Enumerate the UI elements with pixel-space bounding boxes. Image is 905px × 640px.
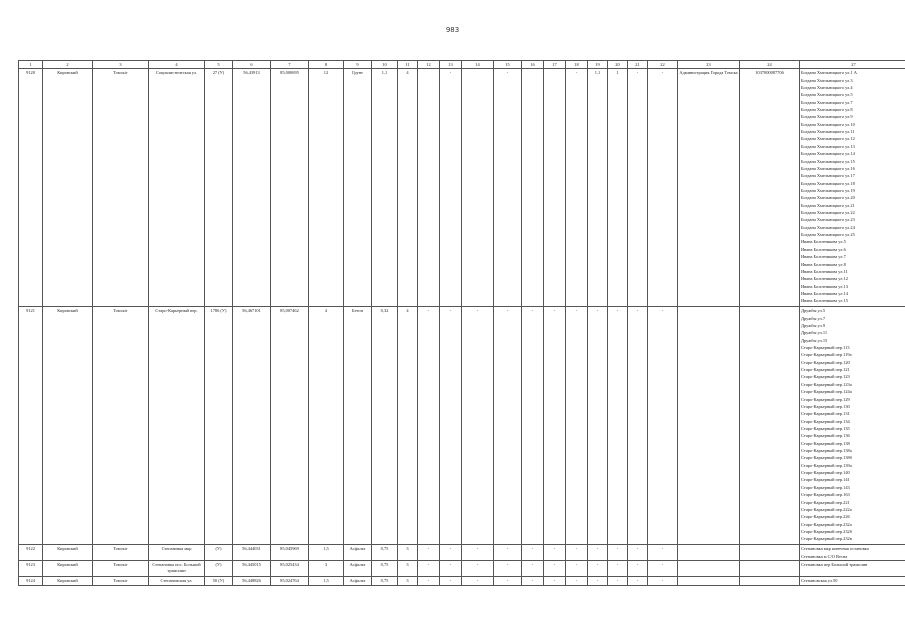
registry-table — [18, 60, 905, 586]
table-cell: - — [648, 545, 678, 561]
address-item: Старо-Карьерный пер.138 — [801, 440, 850, 446]
address-item: Богдана Хмельницкого ул.10 — [801, 121, 855, 127]
table-cell: 9120 — [19, 69, 43, 307]
address-item: Богдана Хмельницкого ул.23 — [801, 217, 855, 223]
table-cell: 85,024764 — [271, 577, 309, 586]
table-cell: 3 — [398, 545, 418, 561]
address-item: Богдана Хмельницкого ул.1 А — [801, 70, 857, 76]
address-item: Дружбы ул.5 — [801, 308, 826, 314]
table-cell — [740, 307, 800, 545]
table-cell: Старо-Карьерный пер. — [149, 307, 205, 545]
address-item: Старо-Карьерный пер.129 — [801, 396, 850, 402]
column-header: 21 — [628, 61, 648, 69]
table-cell: 1,5 — [309, 577, 344, 586]
table-cell: - — [566, 307, 588, 545]
address-item: Богдана Хмельницкого ул.12 — [801, 136, 855, 142]
address-item: Дружбы ул.11 — [801, 330, 828, 336]
address-item: Богдана Хмельницкого ул.19 — [801, 187, 855, 193]
address-item: Старо-Карьерный пер.113 — [801, 345, 850, 350]
table-cell — [678, 545, 740, 561]
table-cell: - — [608, 307, 628, 545]
column-header: 18 — [566, 61, 588, 69]
table-cell: 9123 — [19, 561, 43, 577]
table-cell: - — [608, 561, 628, 577]
table-cell — [522, 69, 544, 307]
table-cell: - — [462, 577, 494, 586]
table-cell: - — [440, 561, 462, 577]
table-cell: - — [440, 577, 462, 586]
address-item: Ивана Болотникова ул.12 — [801, 276, 848, 282]
table-cell: 56,467101 — [233, 307, 271, 545]
address-item: Ивана Болотникова ул.7 — [801, 254, 846, 260]
address-item: Богдана Хмельницкого ул.7 — [801, 99, 853, 105]
table-cell: 27 (У) — [205, 69, 233, 307]
column-header: 16 — [522, 61, 544, 69]
address-item: Богдана Хмельницкого ул.4 — [801, 84, 853, 90]
table-row — [19, 561, 905, 577]
table-cell: - — [494, 545, 522, 561]
table-cell: Грунт — [344, 69, 372, 307]
address-item: Богдана Хмельницкого ул.14 — [801, 151, 855, 157]
table-cell: 50 (У) — [205, 577, 233, 586]
table-cell: - — [648, 307, 678, 545]
address-item: Богдана Хмельницкого ул.13 — [801, 143, 855, 149]
address-item: Дружбы ул.7 — [801, 315, 826, 321]
table-cell: - — [522, 545, 544, 561]
address-item: Ивана Болотникова ул.8 — [801, 261, 846, 267]
table-cell: 3 — [398, 577, 418, 586]
table-cell: - — [648, 69, 678, 307]
table-cell: 56,444031 — [233, 545, 271, 561]
table-row — [19, 69, 905, 307]
table-cell: - — [628, 561, 648, 577]
address-item: Богдана Хмельницкого ул.25 — [801, 232, 855, 238]
table-cell: - — [494, 69, 522, 307]
address-item: Ивана Болотникова ул.6 — [801, 246, 846, 252]
address-item: Ивана Болотникова ул.11 — [801, 268, 848, 274]
table-cell: - — [588, 561, 608, 577]
table-cell — [678, 561, 740, 577]
table-cell: Томскіг — [93, 69, 149, 307]
table-cell: 4 — [398, 69, 418, 307]
column-header: 4 — [149, 61, 205, 69]
table-cell: 1,1 — [588, 69, 608, 307]
address-item: Богдана Хмельницкого ул.20 — [801, 195, 855, 201]
address-item: Старо-Карьерный пер.120 — [801, 359, 850, 365]
address-item: Старо-Карьерный пер.232в — [801, 536, 852, 542]
address-item: Старо-Карьерный пер.121 — [801, 367, 850, 373]
table-cell: - — [566, 545, 588, 561]
address-item: Ивана Болотникова ул.5 — [801, 239, 846, 245]
table-cell: (У) — [205, 545, 233, 561]
table-cell: - — [494, 577, 522, 586]
table-cell: Степановская ул. — [149, 577, 205, 586]
table-cell: - — [588, 545, 608, 561]
table-cell: - — [418, 577, 440, 586]
address-item: Старо-Карьерный пер.134 — [801, 418, 850, 424]
address-item: Старо-Карьерный пер.124а — [801, 389, 852, 395]
table-cell: - — [522, 561, 544, 577]
address-item: Степановка пер Большой трамплин — [801, 562, 868, 568]
address-item: Богдана Хмельницкого ул.16 — [801, 165, 855, 171]
column-header: 10 — [372, 61, 398, 69]
table-cell: - — [628, 307, 648, 545]
table-cell: 56,43913 — [233, 69, 271, 307]
table-cell — [740, 561, 800, 577]
column-header: 17 — [544, 61, 566, 69]
table-cell: Степановка пос. Большой трамплин — [149, 561, 205, 577]
address-item: Старо-Карьерный пер.123а — [801, 381, 852, 387]
table-cell: Томскіг — [93, 307, 149, 545]
address-item: Ивана Болотникова ул.15 — [801, 298, 848, 304]
table-cell: - — [494, 561, 522, 577]
address-item: Старо-Карьерный пер.143 — [801, 484, 850, 490]
header-row — [19, 61, 905, 69]
table-cell: - — [462, 561, 494, 577]
column-header: 8 — [309, 61, 344, 69]
table-cell: - — [544, 545, 566, 561]
address-item: Богдана Хмельницкого ул.9 — [801, 114, 853, 120]
table-cell: - — [418, 307, 440, 545]
column-header: 23 — [678, 61, 740, 69]
table-cell: 1037000087706 — [740, 69, 800, 307]
table-cell: - — [440, 545, 462, 561]
address-item: Старо-Карьерный пер.123 — [801, 374, 850, 380]
table-cell: Асфальт — [344, 561, 372, 577]
table-cell: Кировский — [43, 545, 93, 561]
address-item: Старо-Карьерный пер.136 — [801, 433, 850, 439]
address-item: Богдана Хмельницкого ул.8 — [801, 107, 853, 112]
table-cell: - — [628, 545, 648, 561]
table-cell: Асфальт — [344, 577, 372, 586]
table-cell: 9124 — [19, 577, 43, 586]
address-item: Богдана Хмельницкого ул.3 — [801, 77, 853, 83]
address-item: Старо-Карьерный пер.140 — [801, 470, 850, 476]
column-header: 22 — [648, 61, 678, 69]
address-item: Богдана Хмельницкого ул.17 — [801, 173, 855, 179]
address-item: Богдана Хмельницкого ул.21 — [801, 202, 855, 208]
table-cell: Томскіг — [93, 577, 149, 586]
table-cell: - — [566, 577, 588, 586]
column-header: 15 — [494, 61, 522, 69]
table-cell: 9121 — [19, 307, 43, 545]
address-list — [800, 545, 905, 561]
table-cell: - — [628, 577, 648, 586]
address-item: Богдана Хмельницкого ул.18 — [801, 180, 855, 186]
table-row — [19, 545, 905, 561]
address-item: Старо-Карьерный пер.138б — [801, 455, 852, 461]
table-cell — [462, 69, 494, 307]
table-cell: 1,5 — [309, 545, 344, 561]
table-cell: Кировский — [43, 69, 93, 307]
page-number: 983 — [445, 26, 460, 34]
table-cell: 0,75 — [372, 577, 398, 586]
column-header: 9 — [344, 61, 372, 69]
table-cell: - — [522, 577, 544, 586]
table-cell: - — [522, 307, 544, 545]
table-cell: Асфальт — [344, 545, 372, 561]
address-list — [800, 561, 905, 577]
column-header: 5 — [205, 61, 233, 69]
address-list — [800, 307, 905, 545]
address-item: Степановка мкр конечная остановка — [801, 546, 869, 552]
table-cell: - — [608, 545, 628, 561]
address-item: Старо-Карьерный пер.221 — [801, 499, 850, 505]
table-cell: 9122 — [19, 545, 43, 561]
address-item: Старо-Карьерный пер.135 — [801, 425, 850, 431]
table-cell: 85,045969 — [271, 545, 309, 561]
column-header: 3 — [93, 61, 149, 69]
address-item: Старо-Карьерный пер.131 — [801, 411, 850, 417]
table-row — [19, 577, 905, 586]
table-cell: Томскіг — [93, 561, 149, 577]
address-item: Старо-Карьерный пер.232а — [801, 521, 852, 527]
table-cell: - — [544, 307, 566, 545]
column-header: 27 — [800, 61, 905, 69]
table-cell: 3 — [398, 561, 418, 577]
address-item: Старо-Карьерный пер.119а — [801, 352, 852, 358]
address-item: Богдана Хмельницкого ул.22 — [801, 210, 855, 216]
table-cell: - — [566, 69, 588, 307]
table-cell: Бетон — [344, 307, 372, 545]
table-cell: Кировский — [43, 577, 93, 586]
table-cell: Социалистическая ул. — [149, 69, 205, 307]
table-cell: - — [648, 577, 678, 586]
address-item: Старо-Карьерный пер.222а — [801, 506, 852, 512]
table-cell: 85,007462 — [271, 307, 309, 545]
table-row — [19, 307, 905, 545]
table-cell: 56,448826 — [233, 577, 271, 586]
table-cell: 12 — [309, 69, 344, 307]
address-item: Богдана Хмельницкого ул.24 — [801, 224, 855, 230]
table-cell: - — [544, 577, 566, 586]
address-item: Ивана Болотникова ул.14 — [801, 290, 848, 296]
table-cell: - — [418, 561, 440, 577]
column-header: 6 — [233, 61, 271, 69]
table-cell: Администрация Города Томска — [678, 69, 740, 307]
address-item: Ивана Болотникова ул.13 — [801, 283, 848, 289]
column-header: 7 — [271, 61, 309, 69]
table-cell: 1,1 — [372, 69, 398, 307]
address-item: Дружбы ул.15 — [801, 337, 828, 343]
column-header: 13 — [440, 61, 462, 69]
table-cell — [678, 577, 740, 586]
column-header: 24 — [740, 61, 800, 69]
table-cell: - — [588, 307, 608, 545]
table-cell: 85,025434 — [271, 561, 309, 577]
column-header: 19 — [588, 61, 608, 69]
table-body — [19, 69, 905, 586]
table-cell — [544, 69, 566, 307]
table-cell: 85,000695 — [271, 69, 309, 307]
table-cell — [740, 545, 800, 561]
table-cell: 0,75 — [372, 561, 398, 577]
address-item: Старо-Карьерный пер.232б — [801, 528, 852, 534]
table-cell: Томскіг — [93, 545, 149, 561]
address-item: Богдана Хмельницкого ул.11 — [801, 129, 855, 135]
table-cell: - — [418, 545, 440, 561]
table-cell: - — [588, 577, 608, 586]
table-cell: - — [608, 577, 628, 586]
table-cell: (У) — [205, 561, 233, 577]
table-cell: 4 — [398, 307, 418, 545]
address-item: Старо-Карьерный пер.139а — [801, 462, 852, 468]
address-list — [800, 577, 905, 586]
address-item: Старо-Карьерный пер.226 — [801, 514, 850, 520]
table-cell: - — [462, 307, 494, 545]
table-cell: - — [544, 561, 566, 577]
table-cell: - — [494, 307, 522, 545]
table-cell: 0,75 — [372, 545, 398, 561]
table-cell: Кировский — [43, 307, 93, 545]
address-item: Степановка м С/О Весна — [801, 553, 848, 559]
column-header: 20 — [608, 61, 628, 69]
column-header: 11 — [398, 61, 418, 69]
address-item: Степановская ул.50 — [801, 578, 838, 584]
table-cell: - — [440, 69, 462, 307]
table-cell: 3 — [309, 561, 344, 577]
address-item: Дружбы ул.9 — [801, 322, 826, 328]
column-header: 12 — [418, 61, 440, 69]
table-cell: - — [566, 561, 588, 577]
address-item: Богдана Хмельницкого ул.5 — [801, 92, 853, 98]
column-header: 2 — [43, 61, 93, 69]
table-cell: 56,445015 — [233, 561, 271, 577]
address-item: Старо-Карьерный пер.163 — [801, 492, 850, 498]
table-cell: Степановка мкр — [149, 545, 205, 561]
table-cell: - — [648, 561, 678, 577]
column-header: 14 — [462, 61, 494, 69]
table-cell: 4 — [309, 307, 344, 545]
table-cell — [740, 577, 800, 586]
address-list — [800, 69, 905, 307]
table-cell: - — [440, 307, 462, 545]
column-header: 1 — [19, 61, 43, 69]
table-cell: Кировский — [43, 561, 93, 577]
table-cell: - — [462, 545, 494, 561]
address-item: Старо-Карьерный пер.141 — [801, 477, 850, 483]
table-cell: 1786 (У) — [205, 307, 233, 545]
address-item: Старо-Карьерный пер.138а — [801, 448, 852, 454]
table-cell — [678, 307, 740, 545]
table-cell — [418, 69, 440, 307]
address-item: Старо-Карьерный пер.130 — [801, 403, 850, 409]
address-item: Богдана Хмельницкого ул.15 — [801, 158, 855, 164]
table-cell: 0,32 — [372, 307, 398, 545]
table-cell: 1 — [608, 69, 628, 307]
table-cell: - — [628, 69, 648, 307]
